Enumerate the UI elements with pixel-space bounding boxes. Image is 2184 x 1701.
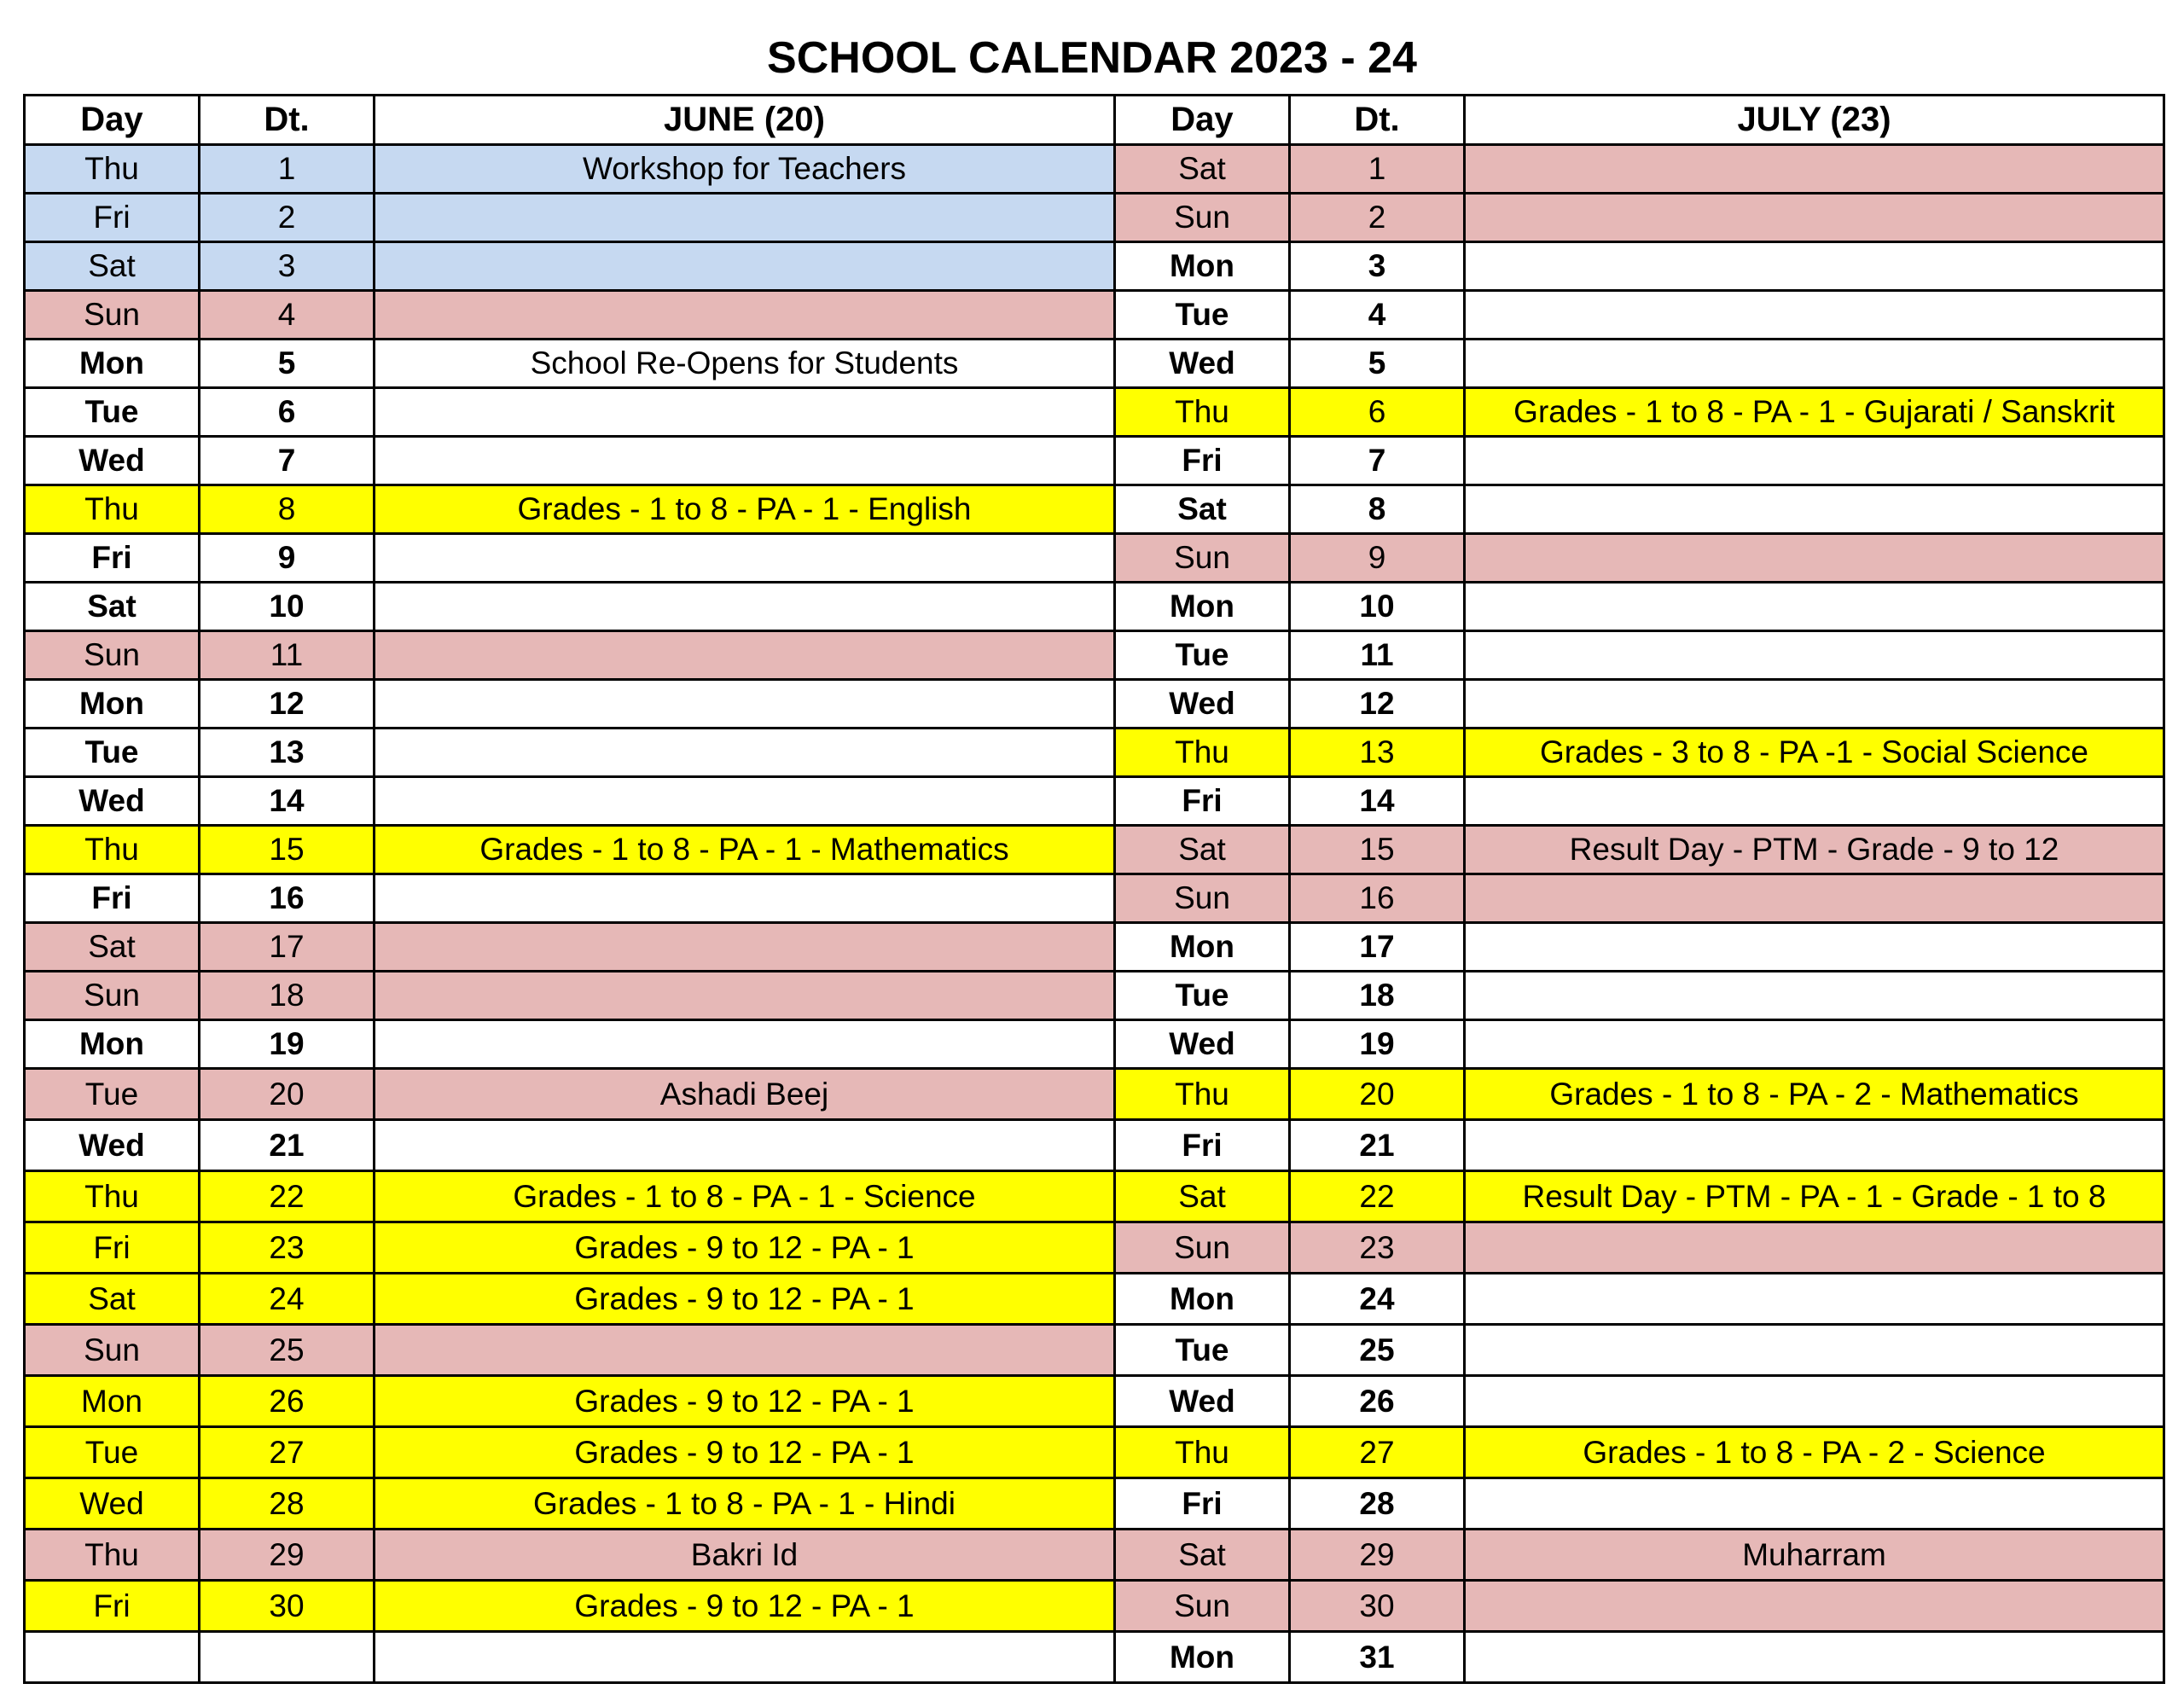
july-event-cell: Result Day - PTM - PA - 1 - Grade - 1 to 8 bbox=[1465, 1171, 2164, 1222]
table-row bbox=[25, 631, 2164, 680]
july-day-cell: Sun bbox=[1115, 194, 1290, 242]
july-event-cell bbox=[1465, 583, 2164, 631]
june-date-cell: 18 bbox=[200, 972, 375, 1020]
july-event-cell bbox=[1465, 291, 2164, 340]
june-date-cell: 20 bbox=[200, 1069, 375, 1120]
june-event-cell bbox=[375, 972, 1115, 1020]
july-event-cell: Grades - 1 to 8 - PA - 1 - Gujarati / Sanskrit bbox=[1465, 388, 2164, 437]
table-row bbox=[25, 437, 2164, 485]
june-event-cell: School Re-Opens for Students bbox=[375, 340, 1115, 388]
july-date-cell: 25 bbox=[1290, 1325, 1465, 1376]
july-event-cell: Result Day - PTM - Grade - 9 to 12 bbox=[1465, 826, 2164, 874]
july-day-cell: Fri bbox=[1115, 1120, 1290, 1171]
june-event-cell: Bakri Id bbox=[375, 1530, 1115, 1581]
june-date-cell: 13 bbox=[200, 729, 375, 777]
june-day-cell: Fri bbox=[25, 1222, 200, 1274]
june-day-cell: Mon bbox=[25, 340, 200, 388]
table-row bbox=[25, 194, 2164, 242]
june-date-cell: 7 bbox=[200, 437, 375, 485]
table-row bbox=[25, 1171, 2164, 1222]
july-event-cell bbox=[1465, 1478, 2164, 1530]
june-event-cell bbox=[375, 291, 1115, 340]
june-day-header: Day bbox=[25, 96, 200, 145]
june-event-cell bbox=[375, 242, 1115, 291]
july-event-cell bbox=[1465, 485, 2164, 534]
june-day-cell: Sun bbox=[25, 972, 200, 1020]
june-date-header: Dt. bbox=[200, 96, 375, 145]
june-date-cell: 24 bbox=[200, 1274, 375, 1325]
june-day-cell: Fri bbox=[25, 1581, 200, 1632]
june-day-cell: Thu bbox=[25, 1171, 200, 1222]
july-day-cell: Sun bbox=[1115, 534, 1290, 583]
june-event-cell bbox=[375, 680, 1115, 729]
table-row bbox=[25, 145, 2164, 194]
july-day-cell: Mon bbox=[1115, 923, 1290, 972]
july-date-cell: 23 bbox=[1290, 1222, 1465, 1274]
table-row bbox=[25, 874, 2164, 923]
july-event-cell bbox=[1465, 1376, 2164, 1427]
july-date-cell: 30 bbox=[1290, 1581, 1465, 1632]
july-date-cell: 16 bbox=[1290, 874, 1465, 923]
june-date-cell: 19 bbox=[200, 1020, 375, 1069]
june-date-cell: 26 bbox=[200, 1376, 375, 1427]
july-event-cell bbox=[1465, 1632, 2164, 1683]
july-day-cell: Thu bbox=[1115, 388, 1290, 437]
june-day-cell: Sun bbox=[25, 631, 200, 680]
june-date-cell: 2 bbox=[200, 194, 375, 242]
june-event-cell bbox=[375, 777, 1115, 826]
july-day-cell: Sun bbox=[1115, 1222, 1290, 1274]
june-date-cell: 16 bbox=[200, 874, 375, 923]
june-event-cell: Ashadi Beej bbox=[375, 1069, 1115, 1120]
table-row bbox=[25, 1020, 2164, 1069]
june-day-cell: Wed bbox=[25, 437, 200, 485]
july-date-cell: 14 bbox=[1290, 777, 1465, 826]
july-date-cell: 5 bbox=[1290, 340, 1465, 388]
july-event-cell bbox=[1465, 631, 2164, 680]
june-day-cell: Sat bbox=[25, 1274, 200, 1325]
june-date-cell: 3 bbox=[200, 242, 375, 291]
calendar-body bbox=[25, 145, 2164, 1683]
july-date-cell: 24 bbox=[1290, 1274, 1465, 1325]
table-row bbox=[25, 826, 2164, 874]
june-event-cell bbox=[375, 534, 1115, 583]
june-date-cell: 8 bbox=[200, 485, 375, 534]
july-day-cell: Fri bbox=[1115, 1478, 1290, 1530]
table-row bbox=[25, 1069, 2164, 1120]
june-event-cell: Grades - 9 to 12 - PA - 1 bbox=[375, 1222, 1115, 1274]
june-date-cell: 30 bbox=[200, 1581, 375, 1632]
june-day-cell: Fri bbox=[25, 534, 200, 583]
july-month-header: JULY (23) bbox=[1465, 96, 2164, 145]
july-event-cell bbox=[1465, 1120, 2164, 1171]
july-event-cell bbox=[1465, 340, 2164, 388]
june-event-cell: Grades - 1 to 8 - PA - 1 - Mathematics bbox=[375, 826, 1115, 874]
june-day-cell: Fri bbox=[25, 194, 200, 242]
table-row bbox=[25, 972, 2164, 1020]
june-day-cell: Thu bbox=[25, 145, 200, 194]
july-day-cell: Mon bbox=[1115, 583, 1290, 631]
table-row bbox=[25, 923, 2164, 972]
table-row bbox=[25, 1478, 2164, 1530]
june-day-cell: Sat bbox=[25, 923, 200, 972]
table-row bbox=[25, 1581, 2164, 1632]
june-event-cell bbox=[375, 923, 1115, 972]
july-date-cell: 1 bbox=[1290, 145, 1465, 194]
june-event-cell: Grades - 1 to 8 - PA - 1 - Science bbox=[375, 1171, 1115, 1222]
july-date-cell: 9 bbox=[1290, 534, 1465, 583]
table-row bbox=[25, 680, 2164, 729]
july-day-cell: Wed bbox=[1115, 680, 1290, 729]
july-event-cell bbox=[1465, 534, 2164, 583]
june-day-cell: Mon bbox=[25, 1020, 200, 1069]
july-date-cell: 27 bbox=[1290, 1427, 1465, 1478]
july-event-cell bbox=[1465, 923, 2164, 972]
june-day-cell: Mon bbox=[25, 680, 200, 729]
july-day-cell: Sat bbox=[1115, 145, 1290, 194]
july-event-cell bbox=[1465, 242, 2164, 291]
table-row bbox=[25, 1632, 2164, 1683]
june-day-cell: Tue bbox=[25, 1427, 200, 1478]
july-day-cell: Thu bbox=[1115, 1427, 1290, 1478]
june-event-cell bbox=[375, 1020, 1115, 1069]
june-day-cell: Wed bbox=[25, 777, 200, 826]
table-row bbox=[25, 1274, 2164, 1325]
july-day-cell: Sat bbox=[1115, 826, 1290, 874]
july-day-cell: Tue bbox=[1115, 972, 1290, 1020]
june-event-cell: Grades - 9 to 12 - PA - 1 bbox=[375, 1376, 1115, 1427]
july-event-cell bbox=[1465, 972, 2164, 1020]
june-day-cell: Fri bbox=[25, 874, 200, 923]
july-event-cell: Muharram bbox=[1465, 1530, 2164, 1581]
july-day-cell: Thu bbox=[1115, 729, 1290, 777]
june-event-cell bbox=[375, 631, 1115, 680]
july-event-cell bbox=[1465, 1274, 2164, 1325]
july-date-cell: 19 bbox=[1290, 1020, 1465, 1069]
july-day-cell: Sun bbox=[1115, 874, 1290, 923]
july-date-header: Dt. bbox=[1290, 96, 1465, 145]
july-event-cell bbox=[1465, 145, 2164, 194]
july-day-cell: Sat bbox=[1115, 485, 1290, 534]
july-event-cell: Grades - 1 to 8 - PA - 2 - Mathematics bbox=[1465, 1069, 2164, 1120]
july-event-cell bbox=[1465, 874, 2164, 923]
june-event-cell: Grades - 1 to 8 - PA - 1 - English bbox=[375, 485, 1115, 534]
july-date-cell: 29 bbox=[1290, 1530, 1465, 1581]
july-day-cell: Tue bbox=[1115, 1325, 1290, 1376]
june-day-cell: Tue bbox=[25, 729, 200, 777]
table-row bbox=[25, 777, 2164, 826]
july-date-cell: 18 bbox=[1290, 972, 1465, 1020]
june-event-cell bbox=[375, 1632, 1115, 1683]
july-day-cell: Tue bbox=[1115, 631, 1290, 680]
table-row bbox=[25, 1376, 2164, 1427]
june-date-cell: 1 bbox=[200, 145, 375, 194]
table-row bbox=[25, 485, 2164, 534]
july-date-cell: 31 bbox=[1290, 1632, 1465, 1683]
july-day-cell: Sat bbox=[1115, 1171, 1290, 1222]
july-date-cell: 22 bbox=[1290, 1171, 1465, 1222]
june-date-cell: 14 bbox=[200, 777, 375, 826]
june-day-cell: Sun bbox=[25, 291, 200, 340]
july-date-cell: 28 bbox=[1290, 1478, 1465, 1530]
june-day-cell: Tue bbox=[25, 388, 200, 437]
july-event-cell bbox=[1465, 680, 2164, 729]
june-day-cell: Wed bbox=[25, 1478, 200, 1530]
june-date-cell: 5 bbox=[200, 340, 375, 388]
july-date-cell: 6 bbox=[1290, 388, 1465, 437]
july-date-cell: 20 bbox=[1290, 1069, 1465, 1120]
table-row bbox=[25, 1530, 2164, 1581]
july-event-cell: Grades - 3 to 8 - PA -1 - Social Science bbox=[1465, 729, 2164, 777]
june-day-cell: Sat bbox=[25, 242, 200, 291]
table-row bbox=[25, 340, 2164, 388]
june-date-cell bbox=[200, 1632, 375, 1683]
july-day-cell: Fri bbox=[1115, 437, 1290, 485]
june-event-cell bbox=[375, 583, 1115, 631]
july-event-cell bbox=[1465, 1581, 2164, 1632]
june-day-cell: Thu bbox=[25, 485, 200, 534]
july-day-cell: Wed bbox=[1115, 1376, 1290, 1427]
july-date-cell: 26 bbox=[1290, 1376, 1465, 1427]
july-day-cell: Mon bbox=[1115, 1274, 1290, 1325]
july-date-cell: 21 bbox=[1290, 1120, 1465, 1171]
june-event-cell: Grades - 9 to 12 - PA - 1 bbox=[375, 1274, 1115, 1325]
july-day-cell: Mon bbox=[1115, 242, 1290, 291]
july-day-cell: Wed bbox=[1115, 340, 1290, 388]
july-date-cell: 11 bbox=[1290, 631, 1465, 680]
july-date-cell: 13 bbox=[1290, 729, 1465, 777]
june-date-cell: 11 bbox=[200, 631, 375, 680]
july-date-cell: 2 bbox=[1290, 194, 1465, 242]
july-event-cell: Grades - 1 to 8 - PA - 2 - Science bbox=[1465, 1427, 2164, 1478]
table-row bbox=[25, 729, 2164, 777]
july-day-cell: Thu bbox=[1115, 1069, 1290, 1120]
july-event-cell bbox=[1465, 194, 2164, 242]
july-date-cell: 12 bbox=[1290, 680, 1465, 729]
july-date-cell: 15 bbox=[1290, 826, 1465, 874]
table-row bbox=[25, 534, 2164, 583]
june-date-cell: 4 bbox=[200, 291, 375, 340]
june-day-cell: Thu bbox=[25, 1530, 200, 1581]
june-event-cell bbox=[375, 1325, 1115, 1376]
june-date-cell: 27 bbox=[200, 1427, 375, 1478]
june-date-cell: 22 bbox=[200, 1171, 375, 1222]
table-row bbox=[25, 1120, 2164, 1171]
june-day-cell: Thu bbox=[25, 826, 200, 874]
june-event-cell: Grades - 9 to 12 - PA - 1 bbox=[375, 1581, 1115, 1632]
july-day-cell: Wed bbox=[1115, 1020, 1290, 1069]
june-date-cell: 10 bbox=[200, 583, 375, 631]
june-event-cell: Workshop for Teachers bbox=[375, 145, 1115, 194]
table-row bbox=[25, 1325, 2164, 1376]
june-event-cell bbox=[375, 194, 1115, 242]
july-date-cell: 17 bbox=[1290, 923, 1465, 972]
july-day-cell: Sat bbox=[1115, 1530, 1290, 1581]
table-row bbox=[25, 242, 2164, 291]
june-event-cell bbox=[375, 1120, 1115, 1171]
june-day-cell: Wed bbox=[25, 1120, 200, 1171]
july-date-cell: 3 bbox=[1290, 242, 1465, 291]
june-event-cell: Grades - 9 to 12 - PA - 1 bbox=[375, 1427, 1115, 1478]
july-day-cell: Fri bbox=[1115, 777, 1290, 826]
july-day-cell: Mon bbox=[1115, 1632, 1290, 1683]
june-date-cell: 29 bbox=[200, 1530, 375, 1581]
july-date-cell: 8 bbox=[1290, 485, 1465, 534]
table-row bbox=[25, 1427, 2164, 1478]
june-date-cell: 28 bbox=[200, 1478, 375, 1530]
july-day-cell: Tue bbox=[1115, 291, 1290, 340]
july-date-cell: 7 bbox=[1290, 437, 1465, 485]
june-day-cell bbox=[25, 1632, 200, 1683]
june-date-cell: 17 bbox=[200, 923, 375, 972]
table-row bbox=[25, 583, 2164, 631]
june-date-cell: 15 bbox=[200, 826, 375, 874]
june-event-cell bbox=[375, 874, 1115, 923]
june-date-cell: 21 bbox=[200, 1120, 375, 1171]
july-event-cell bbox=[1465, 1222, 2164, 1274]
header-row bbox=[25, 96, 2164, 145]
july-event-cell bbox=[1465, 1325, 2164, 1376]
july-event-cell bbox=[1465, 437, 2164, 485]
june-event-cell bbox=[375, 388, 1115, 437]
july-event-cell bbox=[1465, 1020, 2164, 1069]
calendar-table bbox=[23, 94, 2165, 1684]
june-day-cell: Tue bbox=[25, 1069, 200, 1120]
june-date-cell: 23 bbox=[200, 1222, 375, 1274]
july-day-header: Day bbox=[1115, 96, 1290, 145]
table-row bbox=[25, 291, 2164, 340]
june-date-cell: 6 bbox=[200, 388, 375, 437]
june-day-cell: Sat bbox=[25, 583, 200, 631]
july-date-cell: 4 bbox=[1290, 291, 1465, 340]
june-event-cell: Grades - 1 to 8 - PA - 1 - Hindi bbox=[375, 1478, 1115, 1530]
june-day-cell: Sun bbox=[25, 1325, 200, 1376]
july-date-cell: 10 bbox=[1290, 583, 1465, 631]
july-day-cell: Sun bbox=[1115, 1581, 1290, 1632]
table-row bbox=[25, 388, 2164, 437]
june-month-header: JUNE (20) bbox=[375, 96, 1115, 145]
july-event-cell bbox=[1465, 777, 2164, 826]
june-event-cell bbox=[375, 437, 1115, 485]
june-date-cell: 25 bbox=[200, 1325, 375, 1376]
page-title: SCHOOL CALENDAR 2023 - 24 bbox=[767, 33, 1417, 83]
june-date-cell: 12 bbox=[200, 680, 375, 729]
june-event-cell bbox=[375, 729, 1115, 777]
june-day-cell: Mon bbox=[25, 1376, 200, 1427]
table-row bbox=[25, 1222, 2164, 1274]
june-date-cell: 9 bbox=[200, 534, 375, 583]
